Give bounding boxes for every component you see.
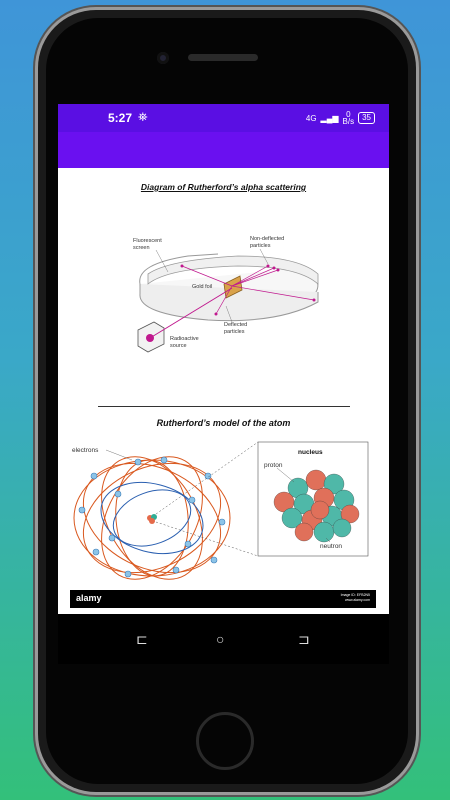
- label-proton: proton: [264, 462, 283, 469]
- status-time: 5:27: [108, 111, 133, 125]
- alpha-scattering-diagram: [128, 222, 328, 362]
- recents-icon[interactable]: ⊐: [298, 631, 310, 647]
- status-bar: [58, 104, 389, 132]
- label-nondeflected-1: Non-deflected: [250, 236, 285, 242]
- label-electrons: electrons: [72, 447, 99, 454]
- watermark-bar: [70, 590, 376, 608]
- watermark-meta: Image ID: EFB2N5 www.alamy.com: [340, 593, 370, 602]
- label-neutron: neutron: [320, 543, 343, 550]
- data-rate: 0 B/s: [342, 110, 355, 126]
- navigation-bar: [58, 614, 389, 664]
- atom-model-diagram: [72, 440, 372, 590]
- app-bar: [58, 132, 389, 168]
- back-icon[interactable]: ⊏: [136, 631, 148, 647]
- document-content[interactable]: [58, 168, 389, 614]
- signal-icon: ▂▄▆: [320, 113, 339, 123]
- label-goldfoil: Gold foil: [192, 284, 213, 290]
- label-deflected-2: particles: [224, 329, 245, 335]
- label-nondeflected-2: particles: [250, 243, 271, 249]
- status-icons: [306, 111, 375, 125]
- hardware-home-button[interactable]: [196, 712, 254, 770]
- label-screen: screen: [133, 245, 150, 251]
- battery-icon: 35: [358, 112, 375, 124]
- label-nucleus: nucleus: [298, 449, 323, 456]
- label-radioactive-1: Radioactive: [170, 336, 199, 342]
- front-camera: [157, 52, 169, 64]
- earpiece-speaker: [188, 54, 258, 61]
- device-screen: [58, 104, 389, 664]
- section-divider: [98, 406, 350, 407]
- network-icon: ⛯: [138, 110, 148, 124]
- home-icon[interactable]: ○: [216, 631, 225, 647]
- network-type: 4G: [305, 113, 317, 123]
- alamy-logo: alamy: [76, 593, 102, 603]
- label-fluorescent: Fluorescent: [133, 238, 162, 244]
- model-title: Rutherford’s model of the atom: [156, 418, 291, 428]
- diagram-title: Diagram of Rutherford’s alpha scattering: [140, 182, 307, 192]
- label-radioactive-2: source: [170, 343, 187, 349]
- label-deflected-1: Deflected: [224, 322, 248, 328]
